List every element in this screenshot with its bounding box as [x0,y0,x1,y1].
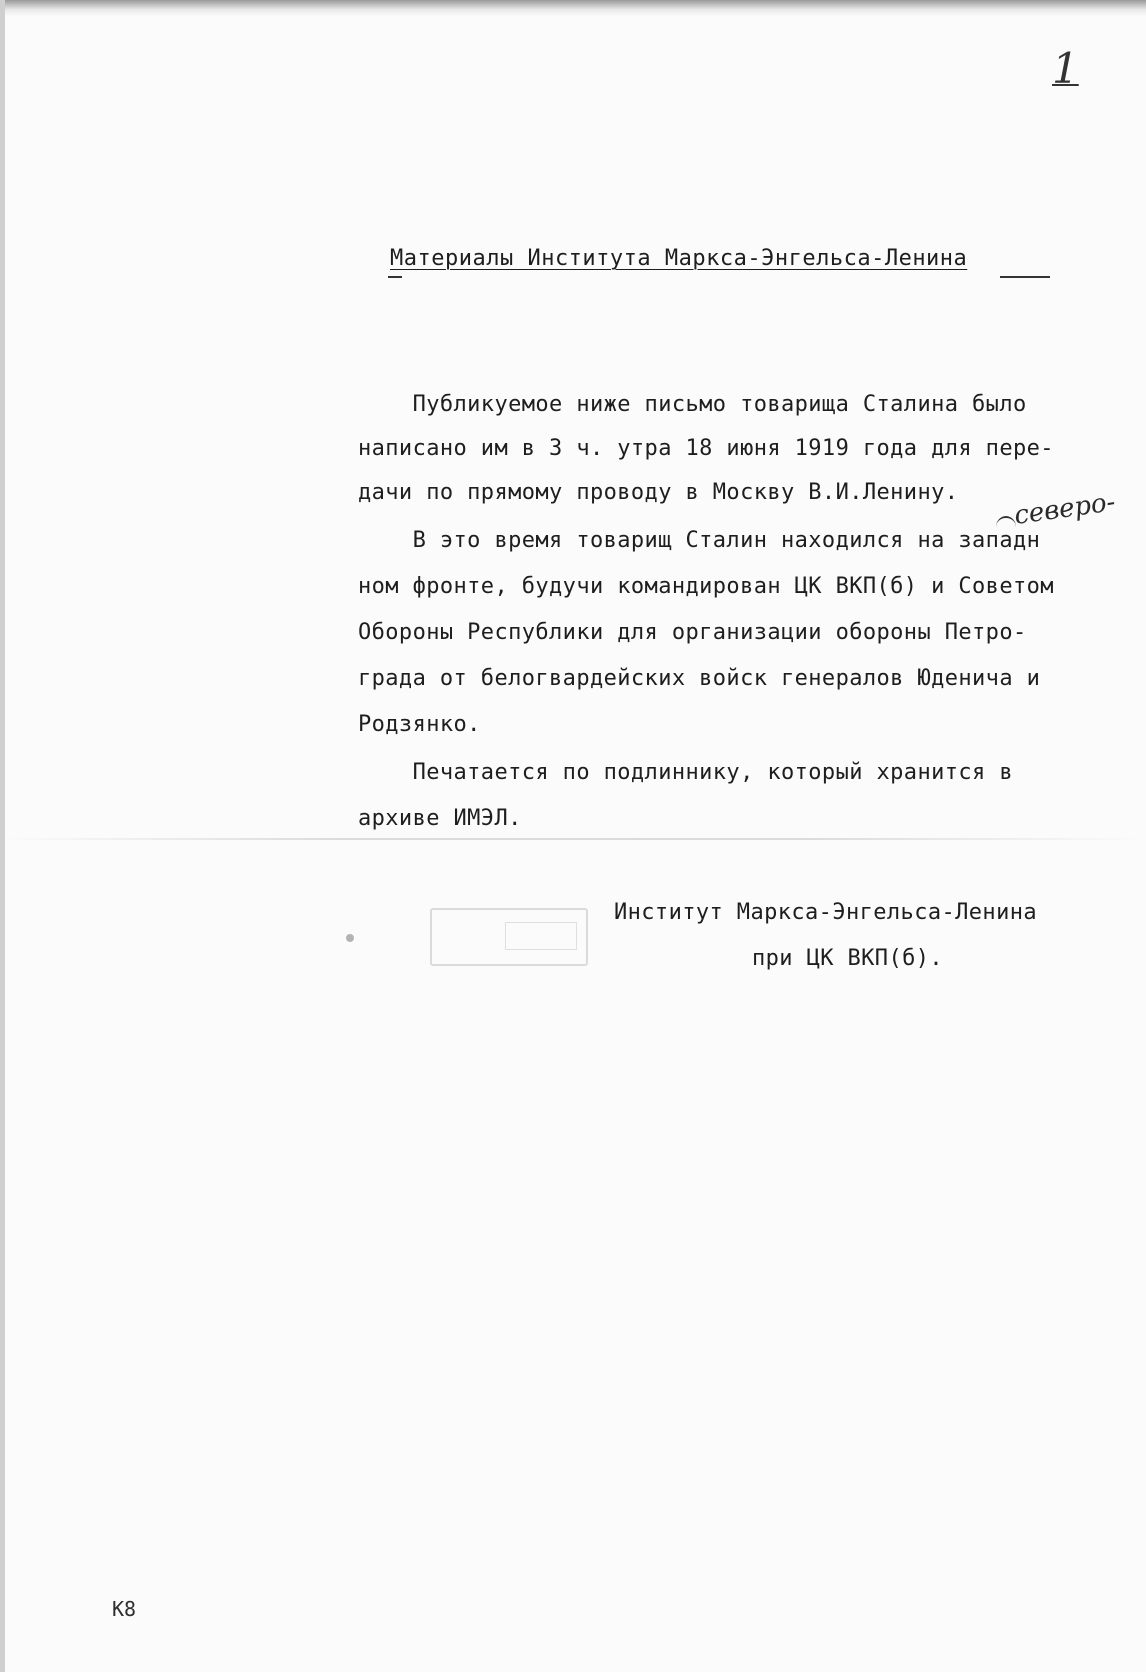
footer-code: К8 [112,1597,137,1621]
ink-smudge [346,934,354,942]
body-line: Родзянко. [358,712,481,737]
insertion-caret [996,516,1016,538]
signature-affiliation: при ЦК ВКП(б). [752,946,944,971]
body-line: ном фронте, будучи командирован ЦК ВКП(б) и Советом [358,574,1054,599]
body-line: града от белогвардейских войск генералов Юденича и [358,666,1041,691]
body-line: написано им в 3 ч. утра 18 июня 1919 года для пере- [358,436,1054,461]
body-line: Обороны Республики для организации обороны Петро- [358,620,1027,645]
paper-fold-line [0,838,1146,840]
signature-institute: Институт Маркса-Энгельса-Ленина [614,900,1037,925]
faded-stamp-inner [505,922,577,950]
body-line: В это время товарищ Сталин находился на западн [358,528,1041,553]
page-left-edge [0,0,5,1672]
body-line: архиве ИМЭЛ. [358,806,522,831]
handwritten-insertion: северо- [1012,487,1118,531]
body-line: Публикуемое ниже письмо товарища Сталина было [358,392,1027,417]
title-underline-left [388,276,402,278]
body-line: дачи по прямому проводу в Москву В.И.Ленину. [358,480,959,505]
title-underline-right [1000,276,1050,278]
document-title: Материалы Института Маркса-Энгельса-Ленина [390,246,968,271]
page-top-edge [0,0,1146,16]
page-number: 1 [1052,44,1079,93]
body-line: Печатается по подлиннику, который хранится в [358,760,1013,785]
